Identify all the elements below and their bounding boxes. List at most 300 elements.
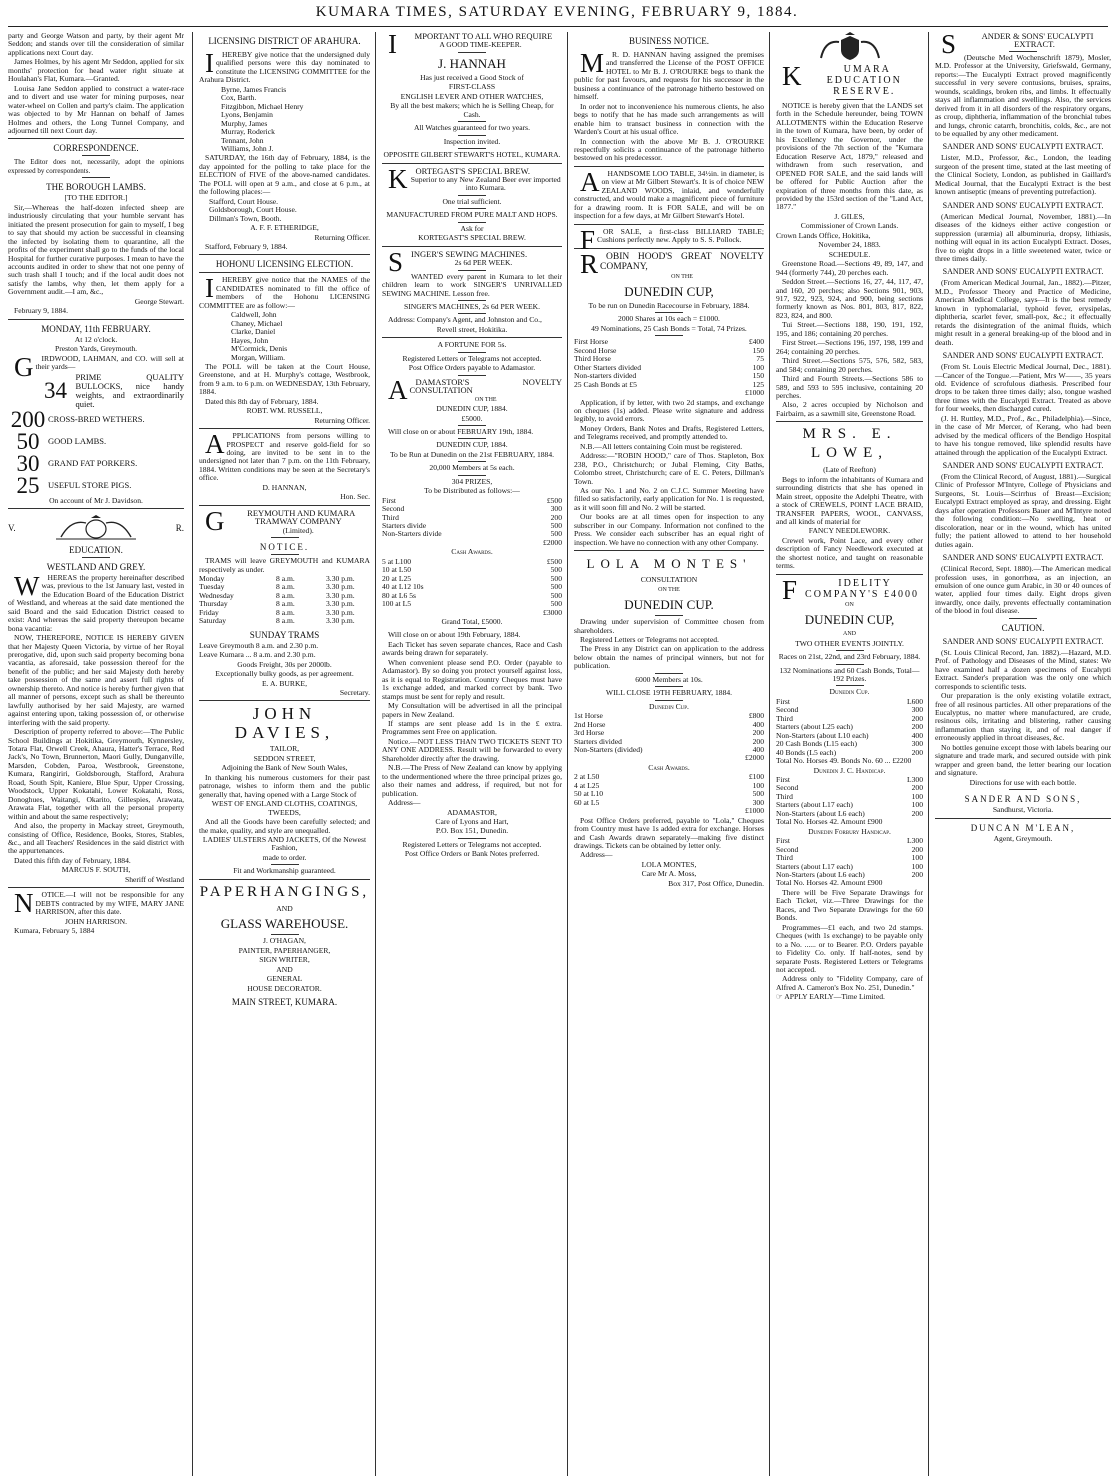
divider: [458, 135, 486, 136]
prize-row: [382, 530, 562, 538]
and-label: AND: [843, 631, 856, 638]
mclean-name: DUNCAN M'LEAN,: [970, 822, 1076, 833]
prize-label: Non-Starters divide: [382, 529, 442, 539]
press-district: The Press in any District can on application to the address below obtain the names of principal winners, but not for publication.: [574, 644, 764, 671]
cash-total: £3000: [543, 607, 562, 617]
first-class: FIRST-CLASS: [448, 82, 496, 92]
on-account: On account of Mr J. Davidson.: [49, 495, 143, 505]
prize-amount: 100: [752, 362, 764, 372]
cash-amount: 100: [752, 780, 764, 790]
tram-afternoon: 3.30 p.m.: [326, 574, 355, 584]
divider: [655, 673, 683, 674]
prize-amount: 400: [911, 730, 923, 740]
licensing-notice: IHEREBY give notice that the undersigned duly qualified persons were this day nominated to constitute the LICENSING COMMITTEE for the Arahura District.: [199, 48, 370, 85]
members: 20,000 Members at 5s each.: [429, 463, 515, 473]
cash-row: [382, 600, 562, 608]
divider: [458, 475, 486, 476]
schedule-item: Third and Fourth Streets.—Sections 586 to 589, and 593 to 595 inclusive, containing 20 perches.: [776, 374, 923, 400]
clients-notice: In order not to inconvenience his numerous clients, he also begs to notify that he has made such arrangements as will enable him to transact business in connection with the Warden's Court at his usual office.: [574, 101, 764, 137]
horse-label: Starters divided: [574, 736, 622, 746]
goods-freight: Goods Freight, 30s per 2000lb.: [237, 659, 332, 669]
registered-notice: Registered Letters or Telegrams not accepted.: [580, 635, 719, 645]
divider: [271, 537, 299, 538]
prize-amount: 300: [550, 504, 562, 514]
prize-amount: 200: [911, 869, 923, 879]
sander-heading: SANDER AND SONS' EUCALYPTI EXTRACT.: [942, 351, 1104, 361]
prize-amount: 500: [550, 521, 562, 531]
good-timekeeper: A GOOD TIME-KEEPER.: [439, 40, 522, 50]
now-notice: NOW, THEREFORE, NOTICE IS HEREBY GIVEN that her Majesty Queen Victoria, by virtue of her Royal prerogative, did, upon such said property becoming bona vacantia, as aforesaid, take possession thereof for the benefit of the public; and her said Majesty doth hereby take possession of the same and assert full rights of ownership thereto. And notice is hereby further given that all manner of persons, except such as shall be thereunto lawfully authorised by her said Majesty, are warned against entering upon, taking possession of, or otherwise interfering with the said property.: [8, 633, 184, 727]
candidate-name: Murray, Roderick: [221, 127, 275, 137]
schedule-item: Seddon Street.—Sections 16, 27, 44, 117, 47, and 160, 20 perches; also Sections 901, 903, 917, 922, 923, 924, and 900, being sections formerly known as Nos. 801, 803, 817, 822, 823, 824, and 800.: [776, 277, 923, 320]
divider: [1009, 789, 1037, 790]
divider: [574, 166, 764, 167]
prize-label: Starters (about L17 each): [776, 800, 853, 810]
opposite-hotel: OPPOSITE GILBERT STEWART'S HOTEL, KUMARA.: [383, 150, 561, 160]
fidelity-total-3: Total No. Horses 42. Amount £900: [776, 878, 883, 888]
election-notice: SATURDAY, the 16th day of February, 1884, is the day appointed for the polling to take place for the ELECTION of FIVE of the above-named candidates. The POLL will open at 9 a.m., and close at 6 p.m., at the following places:—: [199, 153, 370, 197]
prize-label: Starters (about L25 each): [776, 722, 853, 732]
prize-label: First Horse: [574, 337, 608, 347]
goods-selected: And all the Goods have been carefully selected; and the make, quality, and style are unequalled.: [199, 817, 370, 835]
drawing-notice: Drawing under supervision of Committee chosen from shareholders.: [574, 617, 764, 635]
prize-label: Second: [776, 844, 799, 854]
divider: [382, 337, 562, 338]
divider: [458, 208, 486, 209]
sander-testimonial: (From St. Louis Electric Medical Journal, Dec., 1881).—Cancer of the Tongue.—Patient, Mrs W——, 35 years old. Evidence of scrofulous diathesis. Prescribed four drops to be taken three times daily; also, tongue washed three times with the Eucalypti Extract. Treated as above for four weeks, then discharged cured.: [935, 362, 1111, 414]
prize-label: First: [776, 836, 790, 846]
tram-afternoon: 3.30 p.m.: [326, 582, 355, 592]
money-orders: Money Orders, Bank Notes and Drafts, Registered Letters, and Telegrams received, and promptly attended to.: [574, 423, 764, 442]
stock-count: 34: [44, 377, 67, 403]
special-brew: KORTEGAST'S SPECIAL BREW.: [418, 233, 526, 243]
tram-morning: 8 a.m.: [276, 574, 295, 584]
prize-amount: 100: [911, 800, 923, 810]
inspection-invited: Inspection invited.: [443, 136, 501, 146]
fancy-needlework: FANCY NEEDLEWORK.: [808, 526, 891, 536]
sale-date: MONDAY, 11th FEBRUARY.: [41, 323, 151, 334]
candidate-name: Lyons, Benjamin: [221, 110, 273, 120]
divider: [458, 121, 486, 122]
tramway-heading: GREYMOUTH AND KUMARA TRAMWAY COMPANY: [205, 505, 356, 536]
hon-sec: Hon. Sec.: [340, 492, 370, 502]
dunedin-cup-1884: DUNEDIN CUP, 1884.: [436, 440, 508, 450]
directions: Directions for use with each bottle.: [969, 777, 1077, 787]
stock-desc: USEFUL STORE PIGS.: [48, 480, 132, 490]
prize-label: First: [776, 696, 790, 706]
robin-prize-row: [574, 381, 764, 389]
tram-afternoon: 3.30 p.m.: [326, 590, 355, 600]
cash-amount: 500: [550, 565, 562, 575]
divider: [271, 864, 299, 865]
hohonu-candidates: [199, 311, 370, 362]
prize-label: Non-starters divided: [574, 371, 637, 381]
divider: [271, 48, 299, 49]
sander-heading: SANDER AND SONS' EUCALYPTI EXTRACT.: [942, 267, 1104, 277]
sander-preparation: Our preparation is the only existing volatile extract, free of all resinous particles. All other preparations of the Eucalyptus, no matter where manufactured, are crude, resinous oils, irritating and blistering, rather causing inflammation than staying it, and of real danger if erroneously applied in throat diseases, &c.: [935, 691, 1111, 743]
divider: [655, 335, 683, 336]
and-label: AND: [276, 903, 293, 913]
column-2: [192, 32, 374, 1476]
best-makers: By all the best makers; which he is Selling Cheap, for Cash.: [390, 101, 554, 119]
sunday-trams-heading: SUNDAY TRAMS: [249, 629, 320, 640]
sander-heading: SANDER AND SONS' EUCALYPTI EXTRACT.: [942, 461, 1104, 471]
giles-signature: J. GILES,: [834, 211, 865, 221]
prize-label: Second Horse: [574, 345, 617, 355]
shares: 2000 Shares at 10s each = £1000.: [618, 314, 720, 324]
burke-signature: E. A. BURKE,: [262, 678, 307, 688]
prize-amount: L600: [906, 696, 923, 706]
divider: [199, 879, 370, 880]
per-week: 2s 6d PER WEEK.: [454, 258, 513, 268]
prize-amount: 200: [550, 512, 562, 522]
russell-signature: ROBT. WM. RUSSELL,: [246, 406, 323, 416]
editor-note: The Editor does not, necessarily, adopt the opinions expressed by correspondents.: [8, 158, 184, 175]
divider: [458, 222, 486, 223]
prize-amount: 150: [752, 345, 764, 355]
schedule-item: First Street.—Sections 196, 197, 198, 199 and 264; containing 20 perches.: [776, 338, 923, 356]
stock-desc: CROSS-BRED WETHERS.: [48, 414, 145, 424]
sander-testimonial: (St. Louis Clinical Record, Jan. 1882).—Hazard, M.D. Prof. of Pathology and Diseases of the Mind, states: We have examined half a dozen specimens of Eucalypti Extract. Sander's preparation was the only one which corresponds to scientific tests.: [935, 647, 1111, 691]
stock-row: [36, 373, 185, 409]
lola-cash-heading: Cash Awards.: [648, 762, 690, 772]
sandhurst: Sandhurst, Victoria.: [992, 805, 1054, 815]
schedule-item: Tui Street.—Sections 188, 190, 191, 192, 195, and 186; containing 20 perches.: [776, 320, 923, 338]
forbury-row: [776, 837, 923, 845]
prize-label: Third: [776, 853, 793, 863]
prize-total: £2000: [543, 537, 562, 547]
books-notice: Our books are at all times open for inspection to any subscriber in our Company. Information not confined to the Press. We consider each subscriber has an equal right of inspection. We have no connection with any other Company.: [574, 512, 764, 547]
coat-of-arms-icon: [815, 32, 885, 62]
prize-label: 25 Cash Bonds at £5: [574, 379, 637, 389]
ticket-chances: Each Ticket has seven separate chances, Race and Cash awards being drawn for separately.: [382, 639, 562, 658]
tailor: TAILOR,: [269, 744, 300, 754]
stock-count: 25: [16, 472, 40, 498]
fidelity-cup-label: Dunedin Cup.: [829, 687, 870, 697]
polling-place: Dillman's Town, Booth.: [209, 213, 282, 223]
lola-name: LOLA MONTES,: [641, 859, 697, 869]
cash-label: 80 at L6 5s: [382, 590, 416, 600]
davies-thanks: In thanking his numerous customers for their past patronage, wishes to inform them and the public generally that, having opened with a Large Stock of: [199, 772, 370, 799]
lola-total-2: £1000: [745, 806, 764, 816]
sale-time: At 12 o'clock.: [74, 334, 118, 344]
paperhangings-heading: PAPERHANGINGS,: [199, 883, 370, 900]
agent-greymouth: Agent, Greymouth.: [993, 833, 1053, 843]
distributed: To be Distributed as follows:—: [424, 486, 520, 496]
crewel-notice: Crewel work, Point Lace, and every other description of Fancy Needlework executed at the shortest notice, and taught on reasonable terms.: [776, 535, 923, 571]
lowe-heading: MRS. E. LOWE,: [802, 426, 897, 462]
divider: [1009, 618, 1037, 619]
crown-lands-office: Crown Lands Office, Hokitika,: [776, 230, 871, 240]
divider: [82, 557, 110, 558]
candidate-list: [199, 86, 370, 154]
fidelity-nominations: 132 Nominations and 60 Cash Bonds, Total—192 Prizes.: [779, 665, 920, 684]
divider: [271, 554, 299, 555]
cash-label: 60 at L5: [574, 797, 600, 807]
horse-amount: 400: [752, 745, 764, 754]
cash-label: 50 at L10: [574, 789, 604, 799]
robin-total: £1000: [745, 388, 764, 398]
candidate-name: Clarke, Daniel: [231, 327, 276, 337]
lola-cash-row: [574, 799, 764, 807]
cash-amount: 500: [550, 590, 562, 600]
prize-label: Second: [382, 504, 405, 514]
singer-heading: SINGER'S SEWING MACHINES.: [388, 246, 528, 277]
vr-right: R.: [175, 522, 184, 533]
fortune-heading: A FORTUNE FOR 5s.: [437, 340, 507, 350]
notice-heading: NOTICE.: [259, 542, 310, 553]
cash-label: 5 at L100: [382, 556, 412, 566]
prize-amount: £500: [546, 495, 562, 505]
prize-label: Third: [776, 713, 793, 723]
singer-wanted: WANTED every parent in Kumara to let their children learn to work SINGER'S UNRIVALLED SEWING MACHINE. Lesson free.: [382, 271, 562, 298]
stock-desc: GRAND FAT PORKERS.: [48, 458, 138, 468]
painter-title: PAINTER, PAPERHANGER,: [238, 945, 331, 955]
lola-box: Box 317, Post Office, Dunedin.: [668, 878, 764, 888]
prize-amount: 150: [752, 371, 764, 381]
timekeeper-heading: IMPORTANT TO ALL WHO REQUIRE: [388, 32, 553, 59]
prize-row: [382, 505, 562, 513]
davies-heading: JOHN DAVIES,: [234, 704, 335, 743]
close-date: Will close on or about FEBRUARY 19th, 1884.: [388, 426, 534, 436]
prize-label: Second: [776, 705, 799, 715]
cash-amount: 500: [752, 789, 764, 799]
address-label: Address—: [388, 798, 421, 808]
prize-amount: 75: [756, 354, 764, 364]
lyons-hart: Care of Lyons and Hart,: [435, 816, 509, 826]
prize-label: First: [382, 495, 396, 505]
singer-machines: SINGER'S MACHINES, 2s 6d PER WEEK.: [403, 301, 541, 311]
lola-address-label: Address—: [580, 850, 613, 860]
sign-writer: SIGN WRITER,: [259, 955, 310, 965]
candidate-name: M'Cormick, Denis: [231, 344, 288, 354]
dunedin-cup-heading: DUNEDIN CUP,: [624, 283, 714, 299]
letter-signature: George Stewart.: [134, 296, 184, 306]
property-description: Description of property referred to above:—The Public School Buildings at Hokitika, Greymouth, Kynnersley, Totara Flat, Orwell Creek, Ahaura, Hatter's Terrace, Red Jack's, No Town, Brunnerton, Maori Gully, Dunganville, Marsden, Cobden, Paroa, Westbrook, Greenstone, Kumara, Rangiriri, Goldsborough, Stafford, Arahura Road, South Spit, Kaniere, Blue Spur, Upper Crossing, Woodstock, Upper Kokatahi, Lower Kokatahi, Ross, Donoghues, Waitangi, Okarito, Gillespies, Arawata, Arawata Flat, together with all the personal property within and about the same respectively;: [8, 727, 184, 821]
fidelity-cup-row: [776, 698, 923, 706]
sander-heading: SANDER AND SONS' EUCALYPTI EXTRACT.: [942, 636, 1104, 646]
apply-early-text: APPLY EARLY—Time Limited.: [784, 992, 885, 1002]
sander-heading: SANDER & SONS' EUCALYPTI EXTRACT.: [941, 32, 1094, 59]
sander-testimonial: (From American Medical Journal, Jan., 1882).—Pitzer, M.D., Professor Theory and Practice of Medicine, American Medical College, says—It is the best remedy known in typhomalarial, typhoid fever, erysipelas, diphtheria, scarlet fever, small-pox, &c.; it effectually retards the disintegration of the animal fluids, which might result in a general breaking-up of the blood and in death.: [935, 278, 1111, 347]
amount: £5000.: [461, 413, 483, 423]
poll-notice: The POLL will be taken at the Court House, Greenstone, and at H. Murphy's cottage, Westbrook, from 9 a.m. to 6 p.m. on WEDNESDAY, 13th February, 1884.: [199, 361, 370, 397]
stock-count: 50: [16, 428, 40, 454]
sander-labels: No bottles genuine except those with labels bearing our signature and trade mark, and secured outside with pink wrapper and green band, the letter bearing our location and signature.: [935, 742, 1111, 778]
prize-label: Starters (about L17 each): [776, 861, 853, 871]
candidate-name: Williams, John J.: [221, 143, 274, 153]
hannan-signature: D. HANNAN,: [262, 482, 307, 492]
orourke-notice: In connection with the above Mr B. J. O'ROURKE respectfully solicits a continuance of the patronage hitherto bestowed on his predecessor.: [574, 136, 764, 163]
consultation: CONSULTATION: [640, 575, 698, 585]
cash-label: 100 at L5: [382, 599, 412, 609]
adamastor-heading: ADAMASTOR'S NOVELTY CONSULTATION: [388, 374, 562, 405]
prize-amount: £400: [748, 337, 764, 347]
harrison-signature: JOHN HARRISON.: [64, 916, 128, 926]
prizes: 304 PRIZES,: [451, 476, 493, 486]
candidate-name: Fitzgibbon, Michael Henry: [221, 101, 304, 111]
apply-early: [776, 993, 923, 1001]
jc-row: [776, 776, 923, 784]
licensing-arahura-heading: LICENSING DISTRICT OF ARAHURA.: [208, 36, 361, 46]
on-the-label-2: ON THE: [658, 586, 680, 593]
forbury-label: Dunedin Forbury Handicap.: [808, 826, 891, 836]
seddon-street: SEDDON STREET,: [253, 753, 316, 763]
tram-day: Saturday: [199, 616, 226, 626]
sheriff-title: Sheriff of Westland: [124, 874, 184, 884]
november-date: November 24, 1883.: [818, 240, 881, 250]
candidate-name: Byrne, James Francis: [221, 84, 287, 94]
stock-count: 30: [16, 450, 40, 476]
divider: [199, 505, 370, 506]
jc-handicap-label: Dunedin J. C. Handicap.: [813, 765, 886, 775]
divider: [458, 300, 486, 301]
tramway-limited: (Limited).: [282, 525, 314, 535]
lola-post-notice: Post Office Orders preferred, payable to "Lola," Cheques from Country must have 1s added extra for exchange. Horses and Cash Awards drawn separately—making five distinct drawings. Tickets can be obtained by letter only.: [574, 815, 764, 850]
tram-morning: 8 a.m.: [276, 582, 295, 592]
candidate-name: Morgan, William.: [231, 352, 286, 362]
horse-amount: 200: [752, 736, 764, 746]
and-label-2: AND: [276, 964, 293, 974]
prize-label: Third: [382, 512, 399, 522]
tram-schedule-row: [199, 617, 370, 625]
tram-afternoon: 3.30 p.m.: [326, 599, 355, 609]
harrison-notice: NOTICE.—I will not be responsible for any DEBTS contracted by my WIFE, MARY JANE HARRISON, after this date.: [14, 888, 184, 919]
column-1: [8, 32, 188, 1476]
prize-label: Third: [776, 791, 793, 801]
vr-left: V.: [8, 522, 16, 533]
westland-heading: WESTLAND AND GREY.: [46, 561, 146, 572]
dated-notice: Dated this fifth day of February, 1884.: [14, 855, 131, 865]
prize-label: 20 Cash Bonds (L15 each): [776, 739, 857, 749]
prize-amount: 200: [911, 808, 923, 818]
letter-title: THE BOROUGH LAMBS.: [46, 182, 146, 193]
grand-total: Grand Total, £5000.: [441, 617, 503, 627]
sander-heading: SANDER AND SONS' EUCALYPTI EXTRACT.: [942, 553, 1104, 563]
stock-row: [8, 450, 184, 476]
stock-row: [8, 406, 184, 432]
divider: [458, 461, 486, 462]
divider: [8, 508, 184, 509]
prize-label: Third Horse: [574, 354, 611, 364]
letter-date: February 9, 1884.: [14, 306, 68, 316]
hannah-name: J. HANNAH: [438, 55, 506, 71]
prize-label: Non-Starters (about L6 each): [776, 808, 865, 818]
horse-label: 3rd Horse: [574, 728, 605, 738]
divider: [655, 686, 683, 687]
dated-8th: Dated this 8th day of February, 1884.: [205, 396, 319, 406]
divider: [458, 838, 486, 839]
horse-amount: 200: [752, 728, 764, 738]
hannan-notice: MR. D. HANNAN having assigned the premises and transferred the License of the POST OFFICE HOTEL to Mr B. J. O'ROURKE begs to thank the public for past favours, and requests for his successor in the business a continuance of the patronage hitherto bestowed on himself.: [574, 48, 764, 102]
column-5: [769, 32, 927, 1476]
press-notice: N.B.—The Press of New Zealand can know by applying to the undermentioned where the three principal prizes go, also their names and address, if required, but not for publication.: [382, 763, 562, 798]
fidelity-total-2: Total No. Horses 42. Amount £900: [776, 817, 883, 827]
prize-label: Starters divide: [382, 521, 427, 531]
reserve-notice: NOTICE is hereby given that the LANDS set forth in the Schedule hereunder, being TOWN ALLOTMENTS within the Education Reserve in the town of Kumara, have been, by order of his Excellency the Governor, under the provisions of the 7th section of the "Kumara Education Reserve Act, 1879," released and withdrawn from such reservation, and OPENED FOR SALE, and the said lands will be offered for Public Auction after the expiration of three months from this date, as provided by the 153rd section of the "Land Act, 1877.": [776, 101, 923, 212]
divider: [8, 138, 184, 139]
sunday-kumara: Leave Kumara ... 8 a.m. and 2.30 p.m.: [199, 650, 316, 660]
glass-warehouse: GLASS WAREHOUSE.: [220, 916, 349, 932]
divider: [935, 818, 1111, 819]
divider: [836, 664, 864, 665]
polling-place: Stafford, Court House.: [209, 196, 279, 206]
just-received: Has just received a Good Stock of: [420, 72, 524, 82]
cash-label: 40 at L12 10s: [382, 582, 424, 592]
lola-montes-heading: LOLA MONTES': [586, 556, 752, 572]
adjoining-bank: Adjoining the Bank of New South Wales,: [221, 763, 348, 773]
tickets-notice: Notice.—NOT LESS THAN TWO TICKETS SENT TO ANY ONE ADDRESS. Result will be forwarded to every Shareholder directly after the drawing.: [382, 736, 562, 763]
run-date: To be Run at Dunedin on the 21st FEBRUARY, 1884.: [389, 449, 555, 459]
prize-label: Second: [776, 783, 799, 793]
english-lever: ENGLISH LEVER AND OTHER WATCHES,: [400, 91, 544, 101]
tram-morning: 8 a.m.: [276, 616, 295, 626]
made-to-order: made to order.: [262, 852, 307, 862]
cash-label: 20 at L25: [382, 573, 412, 583]
stock-count: 200: [10, 406, 46, 432]
prize-label: Other Starters divided: [574, 362, 642, 372]
candidate-name: Cox, Barth.: [221, 93, 257, 103]
schedule-item: Third Street.—Sections 575, 576, 582, 583, and 584; containing 20 perches.: [776, 356, 923, 374]
billiard-table-ad: FOR SALE, a first-class BILLIARD TABLE; Cushions perfectly new. Apply to S. S. Pollock.: [580, 224, 764, 255]
lola-total-1: £2000: [745, 753, 764, 763]
prize-label: First: [776, 775, 790, 784]
cash-amount: £500: [546, 556, 562, 566]
candidate-name: Caldwell, John: [231, 310, 277, 320]
care-moss: Care Mr A. Moss,: [641, 869, 697, 879]
watches-guaranteed: All Watches guaranteed for two years.: [413, 123, 531, 133]
hohonu-heading: HOHONU LICENSING ELECTION.: [215, 259, 354, 270]
prize-amount: 100: [911, 853, 923, 863]
stamps-notice: If stamps are sent please add 1s in the £ extra. Programmes sent Free on application.: [382, 719, 562, 737]
adamastor-name: ADAMASTOR,: [447, 807, 497, 817]
two-other-events: TWO OTHER EVENTS JOINTLY.: [795, 638, 904, 648]
royal-arms-icon: [51, 515, 141, 541]
divider: [382, 163, 562, 164]
prize-amount: L300: [906, 836, 923, 846]
business-notice-heading: BUSINESS NOTICE.: [628, 36, 709, 46]
revell-street: Revell street, Hokitika.: [436, 324, 508, 334]
tram-day: Wednesday: [199, 590, 234, 600]
divider: [458, 375, 486, 376]
cash-amount: £100: [748, 772, 764, 782]
tram-day: Monday: [199, 574, 225, 584]
divider: [574, 224, 764, 225]
pure-malt: MANUFACTURED FROM PURE MALT AND HOPS.: [386, 210, 558, 220]
on-the-label: ON THE: [671, 273, 693, 280]
stock-row: [8, 472, 184, 498]
candidate-name: Murphy, James: [221, 118, 268, 128]
mackay-property: And also, the property in Mackay street, Greymouth, consisting of Office, Residence, Books, Stores, Stables, &c., and all Teachers' Residences in the said district with the appurtenances.: [8, 821, 184, 856]
sweeps-notice: As our No. 1 and No. 2 on C.J.C. Summer Meeting have filled so satisfactorily, early application for No. 1 is requested, as it will soon fill and No. 2 will be started.: [574, 486, 764, 512]
commissioner: Commissioner of Crown Lands.: [800, 221, 899, 231]
loo-table-ad: AHANDSOME LOO TABLE, 34½in. in diameter, is on view at Mr Gilbert Stewart's. It is of choice NEW ZEALAND WOODS, inlaid, and wonderfully constructed, and would make a magnificent piece of furniture for a drawing room. It is FOR SALE, and will be on inspection for a few days, at Mr Gilbert Stewart's Hotel.: [574, 166, 764, 221]
tram-afternoon: 3.30 p.m.: [326, 616, 355, 626]
late-of-reefton: (Late of Reefton): [823, 465, 876, 475]
ohagan-name: J. O'HAGAN,: [263, 936, 306, 946]
general-label: GENERAL: [266, 974, 303, 984]
royal-arms-row: [8, 515, 184, 541]
divider: [655, 48, 683, 49]
forbury-row: [776, 846, 923, 854]
correspondence-heading: CORRESPONDENCE.: [53, 143, 139, 154]
singer-address: Address: Company's Agent, and Johnston and Co.,: [388, 315, 542, 325]
sale-place: Preston Yards, Greymouth.: [54, 344, 138, 354]
holmes-application: James Holmes, by his agent Mr Seddon, applied for six months' protection for head water right situate at Houlahan's Flat, Kumara.—Granted.: [8, 57, 184, 84]
column-4: [567, 32, 768, 1476]
horse-label: 1st Horse: [574, 711, 603, 721]
lowe-notice: Begs to inform the inhabitants of Kumara and surrounding districts that she has opened in Main street, opposite the Adelphi Theatre, with a stock of CREWELS, POINT LACE BRAID, TRANSFER PAPERS, WOOL, CANVASS, and all kinds of material for: [776, 474, 923, 527]
